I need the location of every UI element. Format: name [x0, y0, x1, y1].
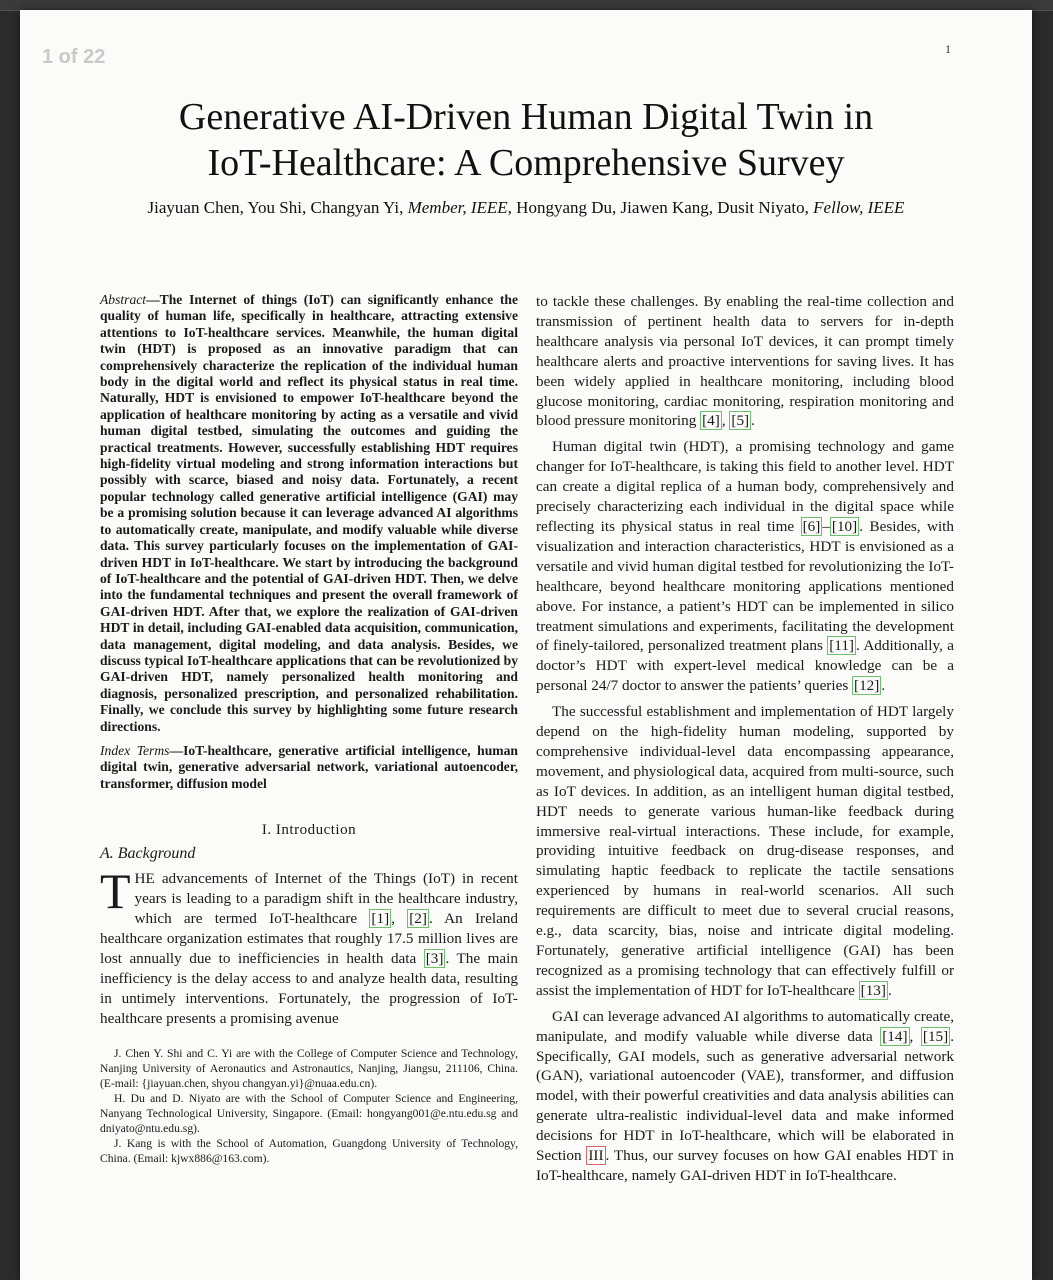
intro-paragraph: [100, 863, 518, 1028]
text-run: ,: [721, 412, 730, 430]
text-run: Human digital twin (HDT), a promising technology and game changer for IoT-healthcare, is taking this field to another level. HDT can create a digital replica of a human body, comprehensively and precisely characterizing each individual in the digital space while reflecting its physical status in real time: [536, 438, 954, 535]
abstract-text: —The Internet of things (IoT) can significantly enhance the quality of human life, specifically in healthcare, attracting extensive attentions to IoT-healthcare services. Meanwhile, the human digital twin (HDT) is proposed as an innovative paradigm that can comprehensively characterize the replication of the individual human body in the digital world and reflect its physical status in real time. Naturally, HDT is envisioned to empower IoT-healthcare beyond the application of healthcare monitoring by acting as a versatile and vivid human digital testbed, simulating the outcomes and guiding the practical treatments. However, successfully establishing HDT requires high-fidelity virtual modeling and strong information interactions but possibly with scarce, biased and noisy data. Fortunately, a recent popular technology called generative artificial intelligence (GAI) may be a promising solution because it can leverage advanced AI algorithms to automatically create, manipulate, and modify valuable while diverse data. This survey particularly focuses on the implementation of GAI-driven HDT in IoT-healthcare. We start by introducing the background of IoT-healthcare and the potential of GAI-driven HDT. Then, we delve into the fundamental techniques and present the overall framework of GAI-driven HDT. After that, we explore the realization of GAI-driven HDT in detail, including GAI-enabled data acquisition, communication, data management, digital modeling, and data analysis. Besides, we discuss typical IoT-healthcare applications that can be revolutionized by GAI-driven HDT, namely personalized health monitoring and diagnosis, personalized prescription, and personalized rehabilitation. Finally, we conclude this survey by highlighting some future research directions.: [100, 292, 518, 734]
citation-link[interactable]: [3]: [425, 949, 444, 967]
text-run: . Besides, with visualization and interaction characteristics, HDT is envisioned as a versatile and vivid human digital testbed for revolutionizing the IoT-healthcare, beyond healthcare monitoring applications mentioned above. For instance, a patient’s HDT can be implemented in silico treatment simulations and experiments, facilitating the development of finely-tailored, personalized treatment plans: [536, 517, 954, 655]
citation-link[interactable]: [10]: [831, 517, 858, 535]
paragraph: [536, 292, 954, 431]
authors-part-2: , Hongyang Du, Jiawen Kang, Dusit Niyato,: [507, 198, 814, 217]
intro-text-b: ,: [391, 910, 408, 927]
section-link[interactable]: III: [588, 1147, 604, 1165]
text-run: The successful establishment and implementation of HDT largely depend on the high-fidelity human modeling, supported by comprehensive individual-level data encompassing appearance, movement, and physiological data, acquired from multi-source, such as IoT devices. In addition, as an intelligent human digital testbed, HDT needs to generate various human-like feedback during immersive real-virtual interactions. These include, for example, providing intuitive feedback on drug-disease responses, and simulating haptic feedback to replicate the tactile sensations experienced by humans in real-world scenarios. All such requirements are difficult to meet due to several crucial reasons, e.g., data scarcity, bias, noise and intricate digital modeling. Fortunately, generative artificial intelligence (GAI) has been recognized as a promising technology that can effectively fulfill or assist the implementation of HDT for IoT-healthcare: [536, 703, 954, 999]
index-terms: [100, 743, 518, 792]
text-run: ,: [909, 1027, 921, 1045]
text-run: to tackle these challenges. By enabling the real-time collection and transmission of pertinent health data to servers for in-depth healthcare analysis via personal IoT devices, it can prompt timely healthcare alerts and proactive interventions for saving lives. It has been widely applied in healthcare monitoring, including blood glucose monitoring, cardiac monitoring, respiration monitoring and blood pressure monitoring: [536, 293, 954, 430]
intro-text-c: . An Ireland healthcare organization estimates that roughly 17.5 million lives are lost annually due to inefficiencies in health data: [100, 910, 518, 967]
subsection-heading: A. Background: [100, 845, 196, 863]
page-number: 1: [945, 42, 951, 56]
footnotes: [100, 1046, 518, 1166]
authors-part-1: Jiayuan Chen, You Shi, Changyan Yi,: [147, 198, 408, 217]
citation-link[interactable]: [2]: [409, 910, 427, 927]
page-indicator: 1 of 22: [42, 46, 106, 68]
text-run: .: [881, 677, 886, 695]
authors-member: Member, IEEE: [407, 198, 508, 217]
paragraph: [536, 437, 954, 696]
text-run: . Additionally, a doctor’s HDT with expert-level medical knowledge can be a personal 24/7 doctor to answer the patients’ queries: [536, 637, 954, 695]
left-column: [100, 292, 518, 1166]
citation-link[interactable]: [4]: [702, 412, 720, 430]
citation-link[interactable]: [13]: [860, 981, 886, 999]
right-column: [536, 292, 954, 1192]
citation-link[interactable]: [11]: [829, 637, 854, 655]
citation-link[interactable]: [15]: [922, 1027, 949, 1045]
text-run: . Thus, our survey focuses on how GAI enables HDT in IoT-healthcare, namely GAI-driven HDT in IoT-healthcare.: [536, 1147, 954, 1184]
section-heading: I. Introduction: [261, 822, 357, 839]
paragraph: [536, 1007, 954, 1186]
intro-text-a: HE advancements of Internet of the Things (IoT) in recent years is leading to a paradigm shift in the healthcare industry, which are termed IoT-healthcare: [134, 870, 518, 927]
abstract-lead: Abstract: [100, 292, 147, 307]
text-run: –: [822, 517, 830, 535]
footnote-affiliation-1: J. Chen Y. Shi and C. Yi are with the College of Computer Science and Technology, Nanjing University of Aeronautics and Astronautics, Nanjing, Jiangsu, 211106, China. (E-mail: {jiayuan.chen, shyou changyan.yi}@nuaa.edu.cn).: [100, 1047, 518, 1091]
text-run: .: [887, 981, 892, 999]
paper-title: [80, 94, 972, 186]
title-line-2: IoT-Healthcare: A Comprehensive Survey: [207, 142, 845, 184]
citation-link[interactable]: [1]: [371, 910, 390, 927]
citation-link[interactable]: [6]: [802, 517, 821, 535]
title-line-1: Generative AI-Driven Human Digital Twin in: [178, 96, 874, 138]
citation-link[interactable]: [5]: [731, 412, 750, 430]
text-run: .: [751, 412, 755, 430]
citation-link[interactable]: [12]: [854, 677, 880, 695]
intro-text-d: . The main inefficiency is the delay access to and analyze health data, resulting in untimely interventions. Fortunately, the progression of IoT-healthcare presents a promising avenue: [100, 949, 518, 1027]
text-run: . Specifically, GAI models, such as generative adversarial network (GAN), variational autoencoder (VAE), transformer, and diffusion model, with their powerful creativities and data analysis abilities can generate ultra-realistic individual-level data and make informed decisions for HDT in IoT-healthcare, which will be elaborated in Section: [536, 1027, 954, 1165]
paragraph: [536, 702, 954, 1001]
footnote-affiliation-2: H. Du and D. Niyato are with the School of Computer Science and Engineering, Nanyang Technological University, Singapore. (Email: hongyang001@e.ntu.edu.sg and dniyato@ntu.edu.sg).: [100, 1092, 518, 1136]
dropcap: T: [100, 863, 131, 920]
pdf-page: [20, 10, 1032, 1280]
footnote-affiliation-3: J. Kang is with the School of Automation, Guangdong University of Technology, China. (Email: kjwx886@163.com).: [100, 1137, 518, 1166]
authors-fellow: Fellow, IEEE: [813, 198, 905, 217]
index-terms-lead: Index Terms: [100, 742, 170, 758]
index-terms-text: —IoT-healthcare, generative artificial intelligence, human digital twin, generative adversarial network, variational autoencoder, transformer, diffusion model: [100, 742, 518, 791]
text-run: GAI can leverage advanced AI algorithms to automatically create, manipulate, and modify valuable while diverse data: [536, 1007, 954, 1045]
citation-link[interactable]: [14]: [882, 1027, 908, 1045]
abstract: [100, 292, 518, 735]
author-list: [60, 198, 992, 218]
